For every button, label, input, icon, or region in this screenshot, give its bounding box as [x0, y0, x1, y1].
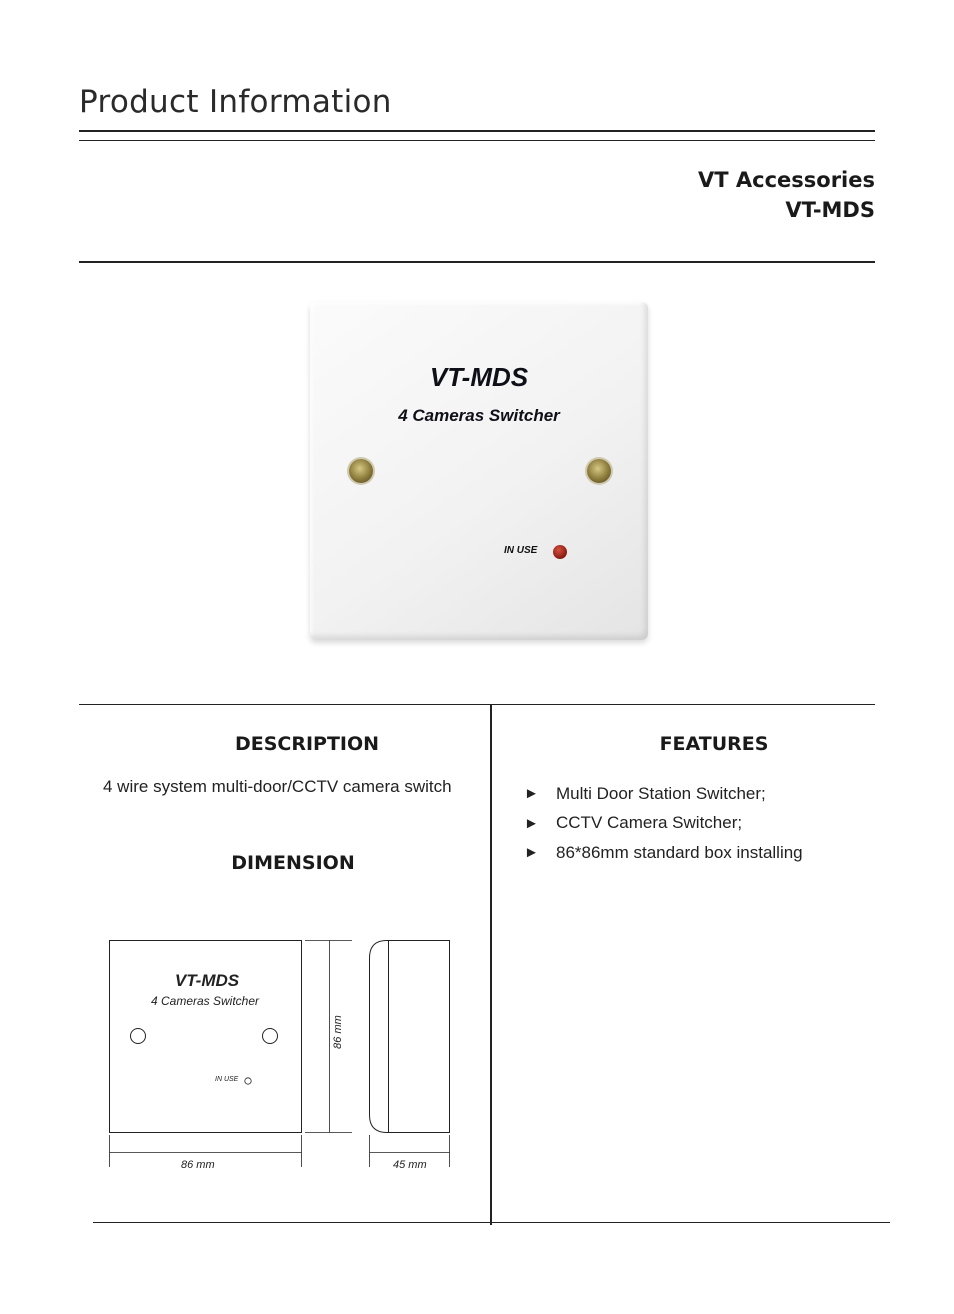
screw-left-icon [349, 459, 373, 483]
page-title: Product Information [79, 84, 392, 120]
product-photo [310, 302, 648, 640]
screw-right-icon [587, 459, 611, 483]
features-heading: FEATURES [659, 733, 769, 755]
dimension-drawing-svg [100, 930, 470, 1180]
title-underline-thin [79, 140, 875, 141]
photo-device-title: VT-MDS [429, 362, 529, 392]
product-model: VT-MDS [785, 198, 875, 222]
photo-indicator-label: IN USE [504, 545, 538, 556]
feature-item-text: CCTV Camera Switcher; [556, 813, 743, 833]
drawing-title: VT-MDS [174, 971, 240, 990]
side-view-outline [370, 941, 450, 1133]
title-underline [79, 130, 875, 132]
section-top-divider [79, 704, 875, 705]
height-label: 86 mm [332, 1015, 344, 1049]
drawing-indicator-label: IN USE [215, 1076, 239, 1083]
list-item [524, 779, 803, 809]
drawing-subtitle: 4 Cameras Switcher [150, 994, 260, 1008]
product-category: VT Accessories [697, 168, 875, 192]
feature-item-text: Multi Door Station Switcher; [556, 783, 766, 803]
depth-label: 45 mm [393, 1159, 427, 1171]
column-divider [490, 704, 492, 1225]
front-right-hole-icon [263, 1029, 278, 1044]
front-left-hole-icon [131, 1029, 146, 1044]
feature-item-text: 86*86mm standard box installing [556, 842, 803, 862]
indicator-led-icon [553, 545, 567, 559]
section-bottom-divider [93, 1222, 890, 1223]
dimension-heading: DIMENSION [231, 852, 355, 874]
dimension-drawing [100, 930, 470, 1180]
photo-device-subtitle: 4 Cameras Switcher [398, 406, 560, 425]
header-divider [79, 261, 875, 263]
features-list [524, 779, 803, 868]
description-heading: DESCRIPTION [234, 733, 380, 755]
front-led-icon [245, 1078, 251, 1084]
bullet-arrow-icon: ► [524, 844, 539, 862]
list-item [524, 838, 803, 868]
bullet-arrow-icon: ► [524, 785, 539, 803]
list-item [524, 809, 803, 839]
bullet-arrow-icon: ► [524, 814, 539, 832]
width-label: 86 mm [181, 1159, 215, 1171]
description-text: 4 wire system multi-door/CCTV camera switch [103, 777, 452, 796]
